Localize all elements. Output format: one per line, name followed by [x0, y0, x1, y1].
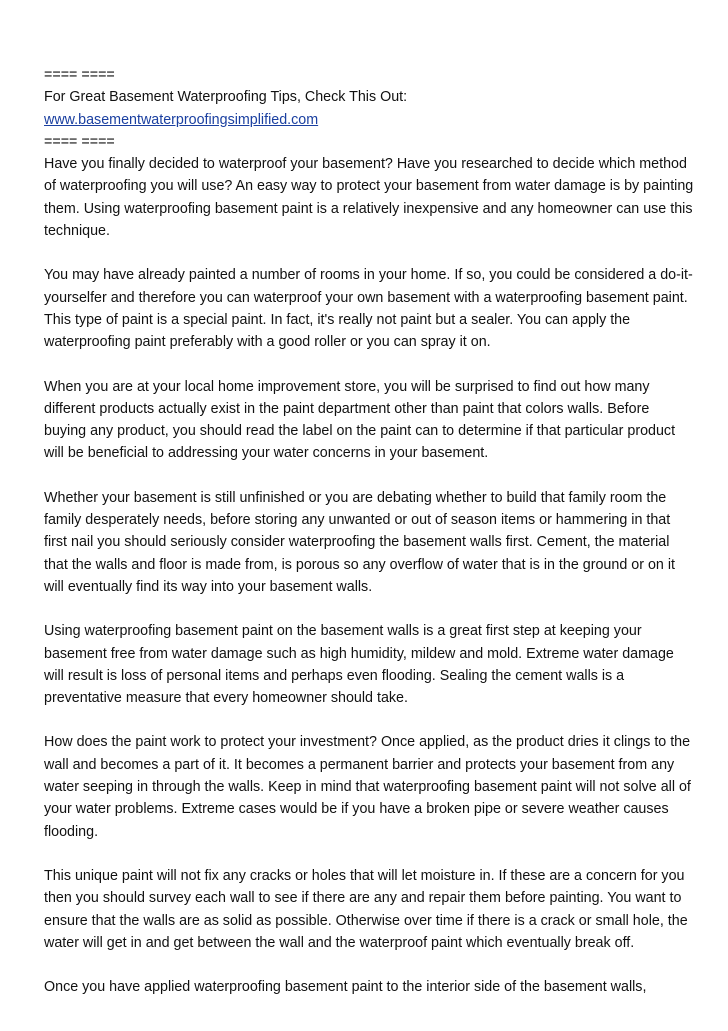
document-page [44, 64, 694, 1020]
divider-bottom: ==== ==== [44, 133, 115, 150]
paragraph: When you are at your local home improvement store, you will be surprised to find out how many different products actually exist in the paint department other than paint that colors walls. Before buying any product, you should read the label on the paint can to determine if that particular product will be beneficial to addressing your water concerns in your basement. [44, 378, 676, 462]
paragraph: Using waterproofing basement paint on the basement walls is a great first step at keeping your basement free from water damage such as high humidity, mildew and mold. Extreme water damage will result is loss of personal items and perhaps even flooding. Sealing the cement walls is a preventative measure that every homeowner should take. [44, 623, 674, 707]
paragraph: Once you have applied waterproofing basement paint to the interior side of the basement walls, [44, 979, 647, 996]
divider-top: ==== ==== [44, 67, 115, 83]
website-link[interactable]: www.basementwaterproofingsimplified.com [44, 111, 319, 128]
paragraph: You may have already painted a number of rooms in your home. If so, you could be considered a do-it-yourselfer and therefore you can waterproof your own basement with a waterproofing basement paint. This type of paint is a special paint. In fact, it's really not paint but a sealer. You can apply the waterproofing paint preferably with a good roller or you can spray it on. [44, 267, 693, 351]
tips-heading: For Great Basement Waterproofing Tips, Check This Out: [44, 89, 408, 106]
paragraph: How does the paint work to protect your investment? Once applied, as the product dries it clings to the wall and becomes a part of it. It becomes a permanent barrier and protects your basement from any water seeping in through the walls. Keep in mind that waterproofing basement paint will not solve all of your water problems. Extreme cases would be if you have a broken pipe or severe weather causes flooding. [44, 734, 691, 840]
paragraph: Whether your basement is still unfinished or you are debating whether to build that family room the family desperately needs, before storing any unwanted or out of season items or hammering in that first nail you should seriously consider waterproofing the basement walls first. Cement, the material that the walls and floor is made from, is porous so any overflow of water that is in the ground or on it will eventually find its way into your basement walls. [44, 489, 675, 595]
paragraph: This unique paint will not fix any cracks or holes that will let moisture in. If these are a concern for you then you should survey each wall to see if there are any and repair them before painting. You want to ensure that the walls are as solid as possible. Otherwise over time if there is a crack or small hole, the water will get in and get between the wall and the waterproof paint which eventually break off. [44, 867, 688, 951]
paragraph: Have you finally decided to waterproof your basement? Have you researched to decide which method of waterproofing you will use? An easy way to protect your basement from water damage is by painting them. Using waterproofing basement paint is a relatively inexpensive and any homeowner can use this technique. [44, 156, 694, 240]
